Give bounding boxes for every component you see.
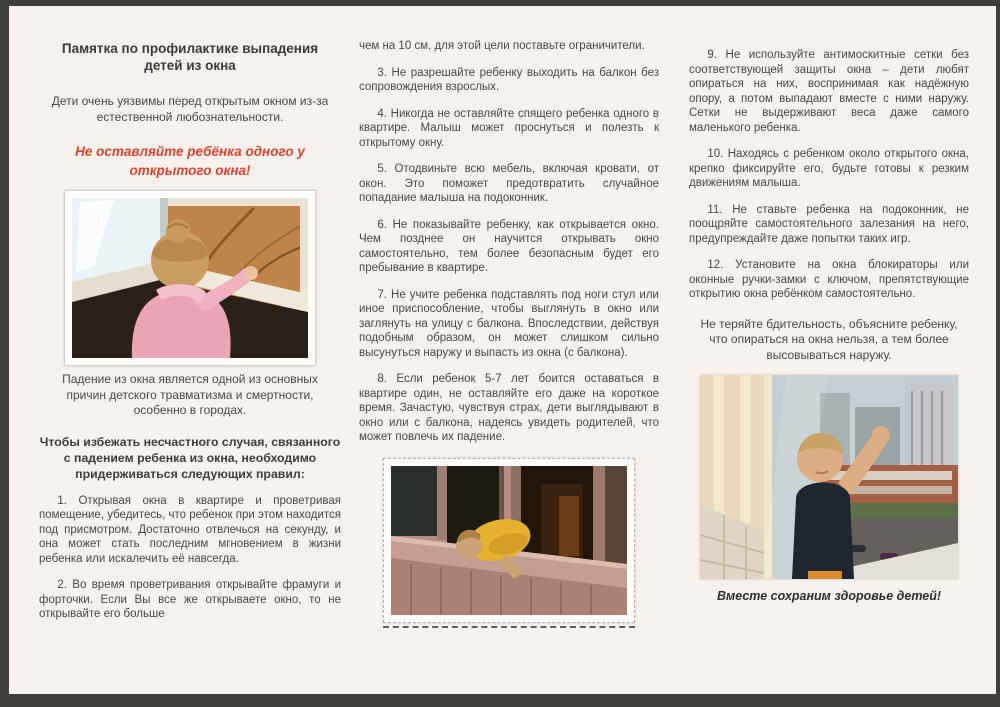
girl-at-open-window-illustration <box>72 198 308 358</box>
rule-paragraph-6: 6. Не показывайте ребенку, как открывается окно. Чем позднее он научится открывать окно самостоятельно, тем более безопасным будет его пребывание в квартире. <box>359 218 659 274</box>
fold-dash-line <box>383 626 635 628</box>
rule-paragraph-8: 8. Если ребенок 5-7 лет боится оставаться в квартире один, не оставляйте его даже на короткое время. Зачастую, чувствуя страх, дети выглядывают в окно или с балкона, надеясь увидеть родителей, что может повлечь их падение. <box>359 373 659 443</box>
rule-paragraph-4: 4. Никогда не оставляйте спящего ребенка одного в квартире. Малыш может проснуться и полезть к открытому окну. <box>359 107 659 149</box>
rule-paragraph-10: 10. Находясь с ребенком около открытого окна, крепко фиксируйте его, будьте готовы к резким движениям малыша. <box>689 148 969 189</box>
rule-paragraph-3: 3. Не разрешайте ребенку выходить на балкон без сопровождения взрослых. <box>359 66 659 93</box>
toddler-at-panoramic-window-photo <box>700 375 958 579</box>
rule-paragraph-5: 5. Отодвиньте всю мебель, включая кровати, от окон. Это поможет предотвратить случайное попадание малыша на подоконник. <box>359 163 659 204</box>
column-middle <box>359 6 659 628</box>
stats-text: Падение из окна является одной из основных причин детского травматизма и смертности, особенно в городах. <box>62 372 318 417</box>
rule-paragraph-12: 12. Установите на окна блокираторы или оконные ручки-замки с ключом, препятствующие открытию окна ребёнком самостоятельно. <box>689 259 969 300</box>
rule-paragraph-1: 1. Открывая окна в квартире и проветривая помещение, убедитесь, что ребенок при этом находится под присмотром. Достаточно отвлечься на секунду, и она может стать последним мгновением в жизни ребенка или искалечить её навсегда. <box>39 494 341 565</box>
rule-paragraph-2-continuation: чем на 10 см, для этой цели поставьте ограничители. <box>359 40 645 52</box>
intro-text: Дети очень уязвимы перед открытым окном из-за естественной любознательности. <box>51 94 329 124</box>
leaflet-paper <box>9 6 996 694</box>
child-climbing-over-balcony-illustration <box>391 466 627 615</box>
column-right <box>689 6 969 603</box>
child-climbing-over-balcony-photo <box>383 458 635 623</box>
toddler-at-panoramic-window-illustration <box>700 375 958 579</box>
rule-paragraph-7: 7. Не учите ребенка подставлять под ноги стул или иное приспособление, чтобы выглянуть в окно или заглянуть на улицу с балкона. Впоследствии, действуя подобным образом, он может слишком сильно высунуться наружу и выпасть из окна (с балкона). <box>359 288 659 359</box>
rules-intro-text: Чтобы избежать несчастного случая, связанного с падением ребенка из окна, необходимо придерживаться следующих правил: <box>39 434 341 481</box>
warning-text: Не оставляйте ребёнка одного у открытого окна! <box>75 144 305 178</box>
girl-at-open-window-photo <box>64 190 316 366</box>
column-left <box>39 6 341 622</box>
closing-text: Не теряйте бдительность, объясните ребенку, что опираться на окна нельзя, а тем более высовываться наружу. <box>700 316 958 362</box>
rule-paragraph-9: 9. Не используйте антимоскитные сетки без соответствующей защиты окна – дети любят опираться на них, воспринимая как надёжную опору, а потом выпадают вместе с ними наружу. Сетки не выдерживают веса даже самого маленького ребенка. <box>689 49 969 134</box>
rule-paragraph-11: 11. Не ставьте ребенка на подоконник, не поощряйте самостоятельного залезания на него, предупреждайте даже попытки таких игр. <box>689 203 969 245</box>
page-title: Памятка по профилактике выпадения детей из окна <box>61 41 319 73</box>
slogan-text: Вместе сохраним здоровье детей! <box>716 589 942 603</box>
rule-paragraph-2: 2. Во время проветривания открывайте фрамуги и форточки. Если Вы все же открываете окно, то не открывайте его больше <box>39 579 341 620</box>
